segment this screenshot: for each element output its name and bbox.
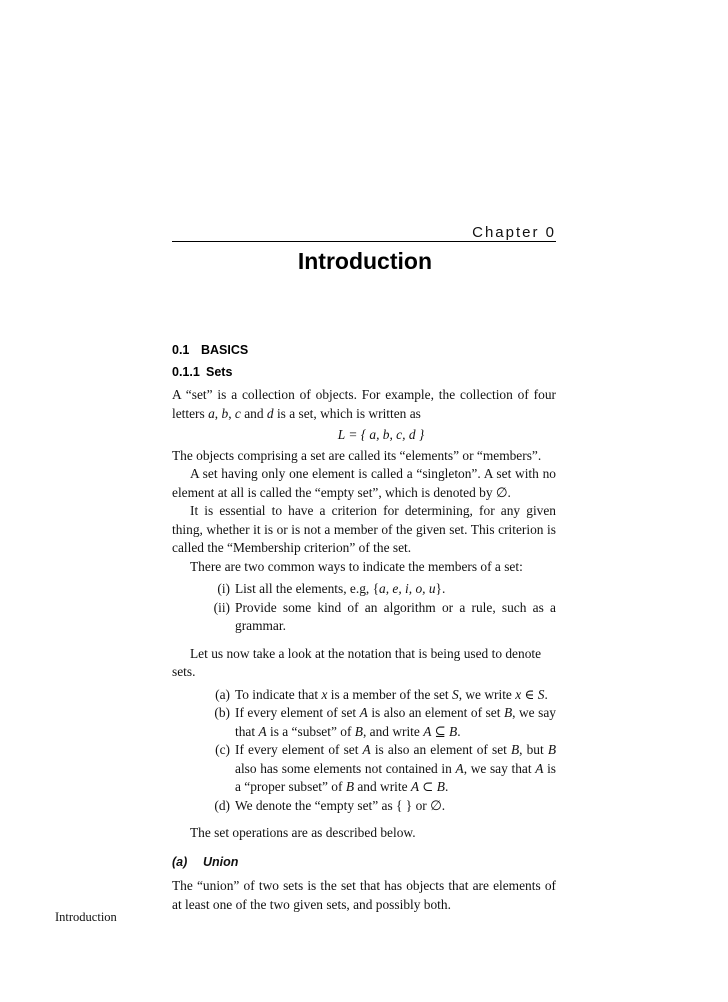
list-marker: (a) [215,686,230,702]
var-B: B [345,779,354,794]
text-run: is a member of the set [327,686,452,702]
text-run: , we say that [235,705,556,739]
paragraph-singleton: A set having only one element is called a “singleton”. A set with no element at all is called the “empty set”, which is denoted by ∅. [172,466,556,500]
list-item [172,741,556,797]
para1-comma-2: , [228,405,235,421]
paragraph-notation-intro: Let us now take a look at the notation that is being used to denote sets. [172,645,542,679]
list-item-text [235,580,556,599]
var-c: c [234,405,241,421]
text-run: To indicate that [235,686,322,702]
list-marker: (c) [215,742,230,757]
text-run: is a “subset” of [266,723,355,739]
list-marker: (ii) [213,599,230,615]
text-run: If every element of set [235,742,363,757]
list-item-text: We denote the “empty set” as { } or ∅. [235,797,446,813]
chapter-label: Chapter 0 [472,224,556,241]
var-B: B [354,723,363,739]
list-item-text [235,686,556,705]
var-S: S [451,686,459,702]
list-marker: (b) [214,705,230,720]
list-marker: (i) [217,581,230,596]
para1-text-b: and [240,405,267,421]
paragraph-membership: It is essential to have a criterion for determining, for any given thing, whether it is or is not a member of the given set. This criterion is called the “Membership criterion” of the set. [172,503,556,555]
subsection-title: Sets [206,365,233,379]
list-marker: (d) [214,797,230,813]
text-run: , we write [458,686,516,702]
var-B: B [503,705,513,720]
list-item-text: Provide some kind of an algorithm or a rule, such as a grammar. [235,599,556,633]
way1-text-a: List all the elements, e.g, { [235,581,380,596]
text-run: , and write [362,723,424,739]
spacer [172,815,556,824]
list-item-text [235,704,556,741]
chapter-title: Introduction [297,248,432,274]
union-label: (a) [172,854,188,869]
list-item [172,797,556,816]
var-A: A [258,723,267,739]
list-item [172,599,556,636]
section-number: 0.1 [172,343,190,357]
list-item [172,580,556,599]
text-run: is a “proper subset” of [235,760,557,794]
text-run: and write [354,779,411,794]
paragraph-union: The “union” of two sets is the set that has objects that are elements of at least one of the two given sets, and possibly both. [172,878,556,912]
paragraph-set-definition [172,386,556,423]
para1-text-e: is a set, which is written as [273,405,421,421]
body-text [172,386,556,914]
notation-list [172,686,556,816]
running-footer: Introduction [55,910,117,924]
text-run: , we say that [463,760,536,776]
proper-subset-expression: A ⊂ B [410,779,445,794]
var-A: A [455,760,464,776]
ways-list [172,580,556,636]
list-item [172,686,556,705]
section-heading [172,343,248,357]
paragraph-operations: The set operations are as described below. [190,825,416,840]
list-item [172,704,556,741]
text-run: . [444,779,449,794]
section-title: BASICS [201,343,249,357]
subsection-heading [172,365,232,379]
chapter-rule [172,241,556,242]
set-equation: L = { a, b, c, d } [337,427,425,442]
text-run: , but [519,742,548,757]
var-x: x [321,686,328,702]
var-B: B [510,742,520,757]
text-run: . [457,723,461,739]
var-B: B [547,742,556,757]
paragraph-elements: The objects comprising a set are called its “elements” or “members”. [172,447,542,463]
text-run: . [544,686,548,702]
text-run: If every element of set [235,705,360,720]
list-item-text [235,741,556,797]
member-expression: x ∈ S [515,686,545,702]
text-run: is also an element of set [370,742,511,757]
var-a: a [208,405,215,421]
var-A: A [535,760,544,776]
paragraph-two-ways: There are two common ways to indicate the members of a set: [190,558,523,574]
union-title: Union [203,854,239,869]
subset-expression: A ⊆ B [423,723,458,739]
way1-text-b: }. [435,581,446,596]
var-A: A [362,742,371,757]
var-A: A [359,705,368,720]
text-run: also has some elements not contained in [235,760,456,776]
var-d: d [266,405,274,421]
vowel-vars: a, e, i, o, u [379,581,436,596]
para1-text-a: A “set” is a collection of objects. For example, the collection of four letters [172,387,556,421]
para1-comma-1: , [214,405,219,421]
union-heading [172,853,556,872]
subsection-number: 0.1.1 [172,365,200,379]
spacer [172,636,556,645]
text-run: is also an element of set [367,705,504,720]
var-b: b [221,405,229,421]
